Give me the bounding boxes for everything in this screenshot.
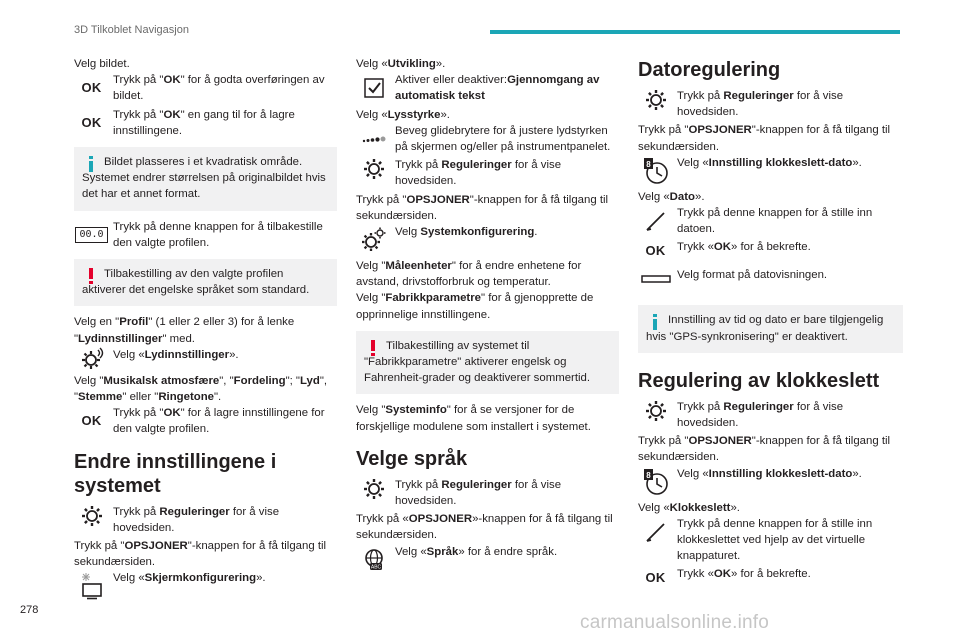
instruction-row: OK Trykk «OK» for å bekrefte. (638, 566, 903, 590)
paragraph: Velg "Måleenheter" for å endre enhetene for avstand, drivstofforbruk og temperatur. (356, 260, 582, 289)
brightness-slider-icon (356, 123, 391, 155)
ok-icon: OK (81, 413, 102, 429)
gear-icon (356, 157, 391, 181)
paragraph: Velg «Lysstyrke». (356, 108, 450, 121)
language-icon (356, 544, 391, 576)
section-heading: Endre innstillingene i systemet (74, 450, 277, 497)
gear-icon (638, 88, 673, 112)
instruction-row: OK Trykk på "OK" for å godta overføringen av bildet. (74, 72, 337, 104)
instruction-row: Beveg glidebrytere for å justere lydstyrken på skjermen og/eller på instrumentpanelet. (356, 123, 619, 155)
system-config-icon (356, 224, 391, 256)
ok-icon: OK (645, 243, 666, 259)
instruction-row: Trykk på Reguleringer for å vise hovedsiden. (74, 504, 337, 536)
info-note: Innstilling av tid og dato er bare tilgjengelig hvis "GPS-synkronisering" er deaktivert. (638, 305, 903, 352)
screen-config-icon (74, 570, 109, 602)
ok-icon: OK (645, 570, 666, 586)
paragraph: Velg "Fabrikkparametre" for å gjenopprette de opprinnelige innstillingene. (356, 292, 594, 321)
paragraph: Trykk på «OPSJONER»-knappen for å få tilgang til sekundærsiden. (356, 513, 613, 542)
paragraph: Velg «Utvikling». (356, 58, 446, 70)
svg-text:ABC: ABC (370, 564, 381, 571)
instruction-row: OK Trykk på "OK" for å lagre innstillingene for den valgte profilen. (74, 405, 337, 437)
gear-icon (74, 504, 109, 528)
svg-text:8: 8 (645, 159, 651, 169)
paragraph: Velg «Klokkeslett». (638, 501, 740, 514)
clock-calendar-icon (638, 155, 673, 187)
instruction-row: Velg «Skjermkonfigurering». (74, 570, 337, 602)
instruction-row: Trykk på Reguleringer for å vise hovedsiden. (356, 477, 619, 509)
instruction-row: OK Trykk på "OK" en gang til for å lagre innstillingene. (74, 107, 337, 139)
instruction-row: Velg format på datovisningen. (638, 267, 903, 291)
pencil-icon (638, 516, 673, 548)
instruction-row: Trykk på Reguleringer for å vise hovedsiden. (638, 88, 903, 120)
column-2 (356, 56, 619, 578)
info-icon (88, 156, 94, 172)
svg-text:8: 8 (645, 470, 651, 480)
instruction-row: Trykk på Reguleringer for å vise hovedsiden. (638, 399, 903, 431)
date-format-icon (638, 267, 673, 291)
sound-settings-icon (74, 347, 109, 371)
paragraph: Trykk på "OPSJONER"-knappen for å få tilgang til sekundærsiden. (356, 193, 609, 222)
paragraph: Velg «Dato». (638, 190, 705, 203)
reset-display-icon: 00.0 (74, 219, 109, 251)
warning-icon (370, 340, 376, 356)
warning-note: Tilbakestilling av systemet til "Fabrikkparametre" aktiverer engelsk og Fahrenheit-grader og deaktiverer sommertid. (356, 331, 619, 395)
paragraph: Trykk på "OPSJONER"-knappen for å få tilgang til sekundærsiden. (638, 435, 891, 464)
instruction-row: Trykk på denne knappen for å stille inn datoen. (638, 205, 903, 237)
instruction-row: Aktiver eller deaktiver:Gjennomgang av automatisk tekst (356, 72, 619, 104)
info-note: Bildet plasseres i et kvadratisk område. Systemet endrer størrelsen på originalbildet hvis det har et annet format. (74, 147, 337, 211)
paragraph: Trykk på "OPSJONER"-knappen for å få tilgang til sekundærsiden. (74, 540, 327, 569)
instruction-row: Velg «Lydinnstillinger». (74, 347, 337, 371)
paragraph: Trykk på "OPSJONER"-knappen for å få tilgang til sekundærsiden. (638, 124, 891, 153)
warning-note: Tilbakestilling av den valgte profilen aktiverer det engelske språket som standard. (74, 259, 337, 306)
instruction-row: 8 Velg «Innstilling klokkeslett-dato». (638, 466, 903, 498)
paragraph: Velg en "Profil" (1 eller 2 eller 3) for å lenke "Lydinnstillinger" med. (74, 316, 295, 345)
paragraph: Velg "Systeminfo" for å se versjoner for de forskjellige modulene som installert i systemet. (356, 404, 591, 433)
clock-calendar-icon (638, 466, 673, 498)
instruction-row: Trykk på Reguleringer for å vise hovedsiden. (356, 157, 619, 189)
paragraph: Velg bildet. (74, 58, 130, 70)
toggle-check-icon (356, 72, 391, 104)
instruction-row: Velg Systemkonfigurering. (356, 224, 619, 256)
section-heading: Regulering av klokkeslett (638, 369, 880, 392)
ok-icon: OK (81, 114, 102, 130)
gear-icon (356, 477, 391, 501)
column-1 (74, 56, 337, 604)
header-title: 3D Tilkoblet Navigasjon (74, 24, 189, 36)
instruction-row: 00.0 Trykk på denne knappen for å tilbakestille den valgte profilen. (74, 219, 337, 251)
warning-icon (88, 268, 94, 284)
paragraph: Velg "Musikalsk atmosfære", "Fordeling"; "Lyd", "Stemme" eller "Ringetone". (74, 374, 328, 404)
ok-icon: OK (81, 80, 102, 96)
column-3 (638, 56, 903, 592)
instruction-row: ABC Velg «Språk» for å endre språk. (356, 544, 619, 576)
section-heading: Velge språk (356, 447, 468, 470)
header-accent-bar (490, 30, 900, 34)
pencil-icon (638, 205, 673, 237)
info-icon (652, 314, 658, 330)
gear-icon (638, 399, 673, 423)
watermark: carmanualsonline.info (580, 612, 770, 633)
instruction-row: Trykk på denne knappen for å stille inn klokkeslettet ved hjelp av det virtuelle knappaturet. (638, 516, 903, 565)
instruction-row: OK Trykk «OK» for å bekrefte. (638, 239, 903, 263)
section-heading: Datoregulering (638, 59, 781, 81)
page-number: 278 (20, 604, 39, 616)
instruction-row: 8 Velg «Innstilling klokkeslett-dato». (638, 155, 903, 187)
